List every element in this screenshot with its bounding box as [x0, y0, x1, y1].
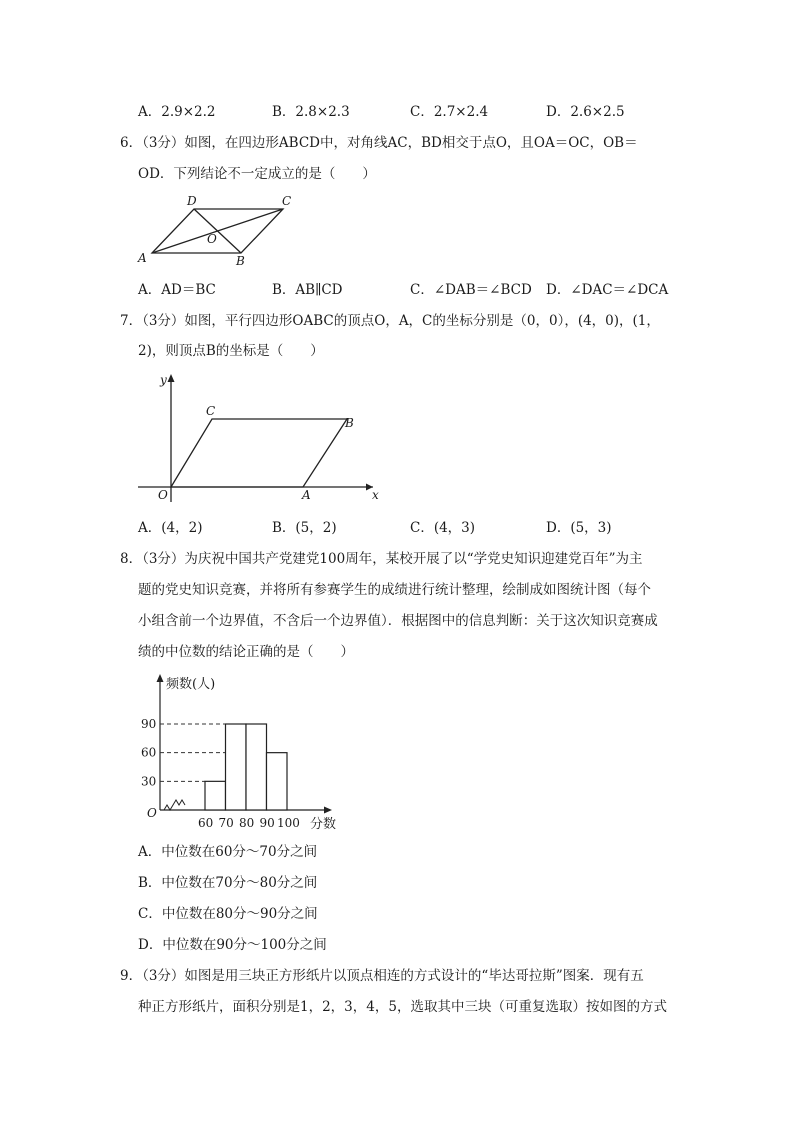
q8-option-c: C．中位数在80分～90分之间: [138, 906, 318, 922]
q7-option-b: B．(5，2): [272, 520, 337, 536]
q8-bar-80-90: [246, 724, 267, 810]
q5-option-a: A．2.9×2.2: [138, 104, 216, 120]
q7-option-a: A．(4，2): [138, 520, 203, 536]
q8-bar-60-70: [205, 781, 226, 810]
q6-label-a: A: [138, 251, 147, 265]
q8-option-d: D．中位数在90分～100分之间: [138, 937, 327, 953]
q6-option-c: C．∠DAB＝∠BCD: [410, 282, 532, 298]
q7-coordinate-figure: [130, 368, 390, 508]
q9-stem-line2: 种正方形纸片，面积分别是1，2，3，4，5，选取其中三块（可重复选取）按如图的方式: [138, 999, 667, 1015]
q7-label-o: O: [158, 488, 168, 502]
q6-option-d: D．∠DAC＝∠DCA: [546, 282, 669, 298]
q6-figure: [130, 190, 300, 270]
q6-option-b: B．AB∥CD: [272, 282, 343, 298]
q7-stem-line2: 2)，则顶点B的坐标是（ ）: [138, 343, 324, 359]
q8-stem-line1: 8．（3分）为庆祝中国共产党建党100周年，某校开展了以“学党史知识迎建党百年”为主: [120, 551, 643, 567]
q7-axis-y-label: y: [160, 373, 167, 387]
q7-stem-line1: 7．（3分）如图，平行四边形OABC的顶点O，A，C的坐标分别是（0，0），(4，0)，(1，: [120, 313, 660, 329]
q8-stem-line2: 题的党史知识竞赛，并将所有参赛学生的成绩进行统计整理，绘制成如图统计图（每个: [138, 582, 651, 598]
q6-label-c: C: [282, 194, 292, 208]
q7-axis-x-label: x: [372, 488, 379, 502]
q8-origin-label: O: [147, 806, 157, 820]
q6-stem-line2: OD．下列结论不一定成立的是（ ）: [138, 166, 376, 182]
q8-x-axis-label: 分数: [310, 817, 337, 832]
q6-label-d: D: [187, 194, 197, 208]
q8-xtick-70: 70: [218, 816, 234, 830]
q6-stem-line1: 6．（3分）如图，在四边形ABCD中，对角线AC，BD相交于点O，且OA＝OC，OB＝: [120, 135, 638, 151]
q7-label-b: B: [345, 416, 354, 430]
q8-ytick-60: 60: [141, 745, 157, 760]
q8-axis-break: [164, 800, 185, 810]
q8-stem-line3: 小组含前一个边界值，不含后一个边界值）．根据图中的信息判断：关于这次知识竞赛成: [138, 613, 658, 629]
q6-label-b: B: [236, 254, 245, 268]
q6-label-o: O: [207, 232, 217, 246]
q9-stem-line1: 9．（3分）如图是用三块正方形纸片以顶点相连的方式设计的“毕达哥拉斯”图案．现有五: [120, 968, 644, 984]
q5-option-c: C．2.7×2.4: [410, 104, 489, 120]
q8-xtick-60: 60: [198, 816, 214, 830]
q7-option-d: D．(5，3): [546, 520, 612, 536]
q7-label-a: A: [302, 488, 311, 502]
q8-option-a: A．中位数在60分～70分之间: [138, 844, 318, 860]
q8-option-b: B．中位数在70分～80分之间: [138, 875, 318, 891]
q8-ytick-90: 90: [141, 717, 157, 731]
q7-option-c: C．(4，3): [410, 520, 476, 536]
q8-xtick-100: 100: [277, 816, 300, 830]
q8-ytick-30: 30: [141, 774, 157, 789]
q5-option-b: B．2.8×2.3: [272, 104, 350, 120]
q8-bar-90-100: [267, 753, 288, 810]
q8-stem-line4: 绩的中位数的结论正确的是（ ）: [138, 644, 354, 660]
q8-y-axis-label: 频数(人): [166, 677, 216, 692]
q8-histogram: [135, 670, 355, 835]
q8-xtick-90: 90: [259, 816, 275, 830]
q7-label-c: C: [206, 404, 216, 418]
q8-bar-70-80: [226, 724, 247, 810]
q5-option-d: D．2.6×2.5: [546, 104, 625, 120]
q8-xtick-80: 80: [239, 816, 255, 830]
q6-option-a: A．AD＝BC: [138, 282, 216, 298]
